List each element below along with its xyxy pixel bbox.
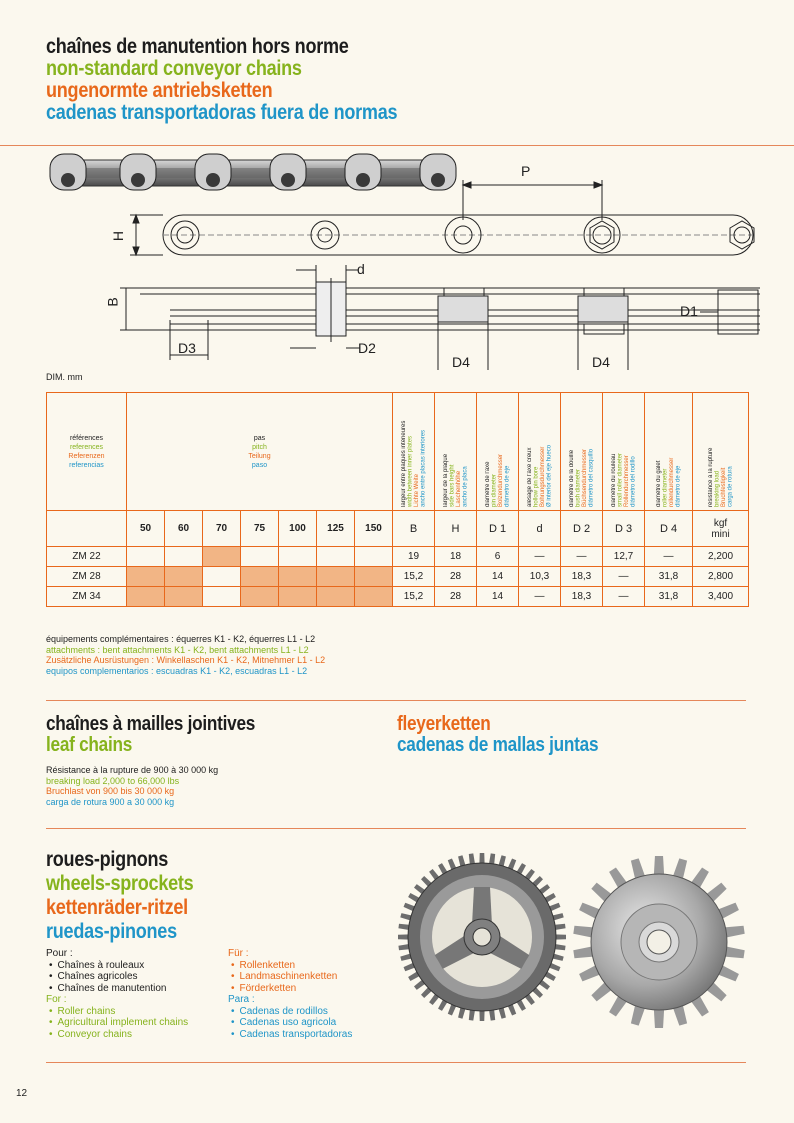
- value-cell: —: [603, 587, 645, 607]
- leaf-load-es: carga de rotura 900 a 30 000 kg: [46, 796, 175, 807]
- pitch-70: 70: [203, 511, 241, 547]
- col-header-h: largeur de la plaque side bars height Laschenhöhe ancho de placa: [435, 393, 477, 511]
- dim-d3: D 3: [603, 511, 645, 547]
- col-header-d: alésage de l'axe creux hollow pin bore Bohrungsdurchmesser Ø interior del eje hueco: [519, 393, 561, 511]
- label-d2: D2: [358, 340, 376, 356]
- dim-d1: D 1: [477, 511, 519, 547]
- pitch-cell: [355, 567, 393, 587]
- list-item: • Chaînes de manutention: [49, 983, 188, 995]
- list-item: • Cadenas de rodillos: [231, 1006, 352, 1018]
- page-number: 12: [16, 1088, 28, 1099]
- leaf-title-es: cadenas de mallas juntas: [397, 734, 599, 756]
- pitch-cell: [127, 567, 165, 587]
- label-d1: D1: [680, 303, 698, 319]
- col-header-b: largeur entre plaques intérieures width between inner plates Lichte Weite ancho entre placas interiores: [393, 393, 435, 511]
- fur-label: Für :: [228, 948, 249, 959]
- sprockets-title-de: kettenräder-ritzel: [46, 896, 188, 919]
- pitch-cell: [355, 547, 393, 567]
- equipment-en: attachments : bent attachments K1 - K2, bent attachments L1 - L2: [46, 644, 309, 655]
- leaf-loads: [46, 765, 218, 807]
- equipment-es: equipos complementarios : escuadras K1 - K2, escuadras L1 - L2: [46, 665, 308, 676]
- label-b: B: [104, 297, 121, 307]
- leaf-load-fr: Résistance à la rupture de 900 à 30 000 kg: [46, 765, 219, 775]
- sprocket-pinion-image: [572, 850, 747, 1035]
- technical-drawing: [0, 160, 794, 370]
- list-item: • Rollenketten: [231, 960, 352, 972]
- leaf-title-de: fleyerketten: [397, 713, 491, 735]
- dim-d: d: [519, 511, 561, 547]
- value-cell: 15,2: [393, 567, 435, 587]
- pitch-75: 75: [241, 511, 279, 547]
- divider: [0, 145, 794, 146]
- value-cell: 6: [477, 547, 519, 567]
- value-cell: 31,8: [645, 567, 693, 587]
- col-header-load: résistance à la rupture breaking load Bruchfestigkeit carga de rotura: [693, 393, 749, 511]
- value-cell: 19: [393, 547, 435, 567]
- dim-d4: D 4: [645, 511, 693, 547]
- pitch-cell: [241, 547, 279, 567]
- pitch-cell: [279, 547, 317, 567]
- table-row: [47, 567, 749, 587]
- value-cell: 31,8: [645, 587, 693, 607]
- pitch-cell: [279, 567, 317, 587]
- pitch-header: pas pitch Teilung paso: [127, 393, 393, 511]
- divider: [46, 1062, 746, 1063]
- value-cell: 15,2: [393, 587, 435, 607]
- leaf-section: [46, 714, 289, 756]
- divider: [46, 700, 746, 701]
- dim-note: DIM. mm: [46, 372, 83, 382]
- sprocket-wheel-image: [395, 845, 570, 1030]
- col-header-d2: diamètre de la douille bush diameter Büchsendurchmesser diámetro del casquillo: [561, 393, 603, 511]
- sprockets-titles: [46, 848, 217, 944]
- value-cell: 18,3: [561, 587, 603, 607]
- title-de: ungenormte antriebsketten: [46, 79, 273, 102]
- sprockets-uses-left: [46, 948, 188, 1040]
- title-en: non-standard conveyor chains: [46, 57, 302, 80]
- value-cell: 28: [435, 587, 477, 607]
- value-cell: 28: [435, 567, 477, 587]
- pitch-50: 50: [127, 511, 165, 547]
- label-d: d: [357, 261, 365, 277]
- value-cell: 14: [477, 587, 519, 607]
- label-h: H: [110, 230, 127, 242]
- for-label: For :: [46, 994, 67, 1005]
- value-cell: 10,3: [519, 567, 561, 587]
- row-ref: ZM 28: [47, 567, 127, 587]
- table-row: [47, 547, 749, 567]
- spec-table: [46, 392, 749, 607]
- title-es: cadenas transportadoras fuera de normas: [46, 101, 398, 124]
- para-list: [228, 1006, 352, 1041]
- dim-h: H: [435, 511, 477, 547]
- equipment-notes: [46, 634, 325, 676]
- references-header: références references Referenzen referencias: [47, 393, 127, 511]
- pour-label: Pour :: [46, 948, 73, 959]
- value-cell: —: [645, 547, 693, 567]
- leaf-title-en: leaf chains: [46, 734, 133, 756]
- pitch-cell: [127, 547, 165, 567]
- list-item: • Conveyor chains: [49, 1029, 188, 1041]
- list-item: • Agricultural implement chains: [49, 1017, 188, 1029]
- sprockets-title-fr: roues-pignons: [46, 848, 169, 871]
- pitch-cell: [127, 587, 165, 607]
- value-cell: 2,200: [693, 547, 749, 567]
- label-d4-a: D4: [452, 354, 470, 370]
- pitch-cell: [317, 547, 355, 567]
- list-item: • Cadenas uso agricola: [231, 1017, 352, 1029]
- row-ref: ZM 34: [47, 587, 127, 607]
- page-header: [46, 36, 454, 124]
- sprockets-title-es: ruedas-pinones: [46, 920, 177, 943]
- col-header-d3: diamètre du rouleau small roller diameter Rollendurchmesser diámetro del rodillo: [603, 393, 645, 511]
- leaf-title-fr: chaînes à mailles jointives: [46, 713, 256, 735]
- label-d4-b: D4: [592, 354, 610, 370]
- pitch-100: 100: [279, 511, 317, 547]
- sprockets-uses-right: [228, 948, 352, 1040]
- pitch-cell: [317, 587, 355, 607]
- fur-list: [228, 960, 352, 995]
- for-list: [46, 1006, 188, 1041]
- dim-d2: D 2: [561, 511, 603, 547]
- value-cell: 2,800: [693, 567, 749, 587]
- row-ref: ZM 22: [47, 547, 127, 567]
- equipment-fr: équipements complémentaires : équerres K1 - K2, équerres L1 - L2: [46, 634, 316, 644]
- value-cell: —: [519, 547, 561, 567]
- value-cell: 3,400: [693, 587, 749, 607]
- pitch-cell: [165, 567, 203, 587]
- col-header-d4: diamètre du galet roller diameter rollendurchmesser diámetro de eje: [645, 393, 693, 511]
- pitch-cell: [241, 567, 279, 587]
- pitch-cell: [317, 567, 355, 587]
- pitch-cell: [241, 587, 279, 607]
- pitch-150: 150: [355, 511, 393, 547]
- dims-row: [47, 511, 749, 547]
- pitch-cell: [279, 587, 317, 607]
- value-cell: 18,3: [561, 567, 603, 587]
- value-cell: —: [561, 547, 603, 567]
- pitch-cell: [355, 587, 393, 607]
- pitch-cell: [203, 587, 241, 607]
- col-header-d1: diamètre de l'axe pin diameter Bolzendurchmesser diámetro de eje: [477, 393, 519, 511]
- list-item: • Landmaschinenketten: [231, 971, 352, 983]
- pitch-cell: [165, 547, 203, 567]
- label-d3: D3: [178, 340, 196, 356]
- pitch-60: 60: [165, 511, 203, 547]
- value-cell: 14: [477, 567, 519, 587]
- pitch-cell: [203, 567, 241, 587]
- leaf-load-de: Bruchlast von 900 bis 30 000 kg: [46, 786, 175, 796]
- table-row: [47, 587, 749, 607]
- list-item: • Förderketten: [231, 983, 352, 995]
- value-cell: —: [603, 567, 645, 587]
- list-item: • Chaînes agricoles: [49, 971, 188, 983]
- value-cell: 12,7: [603, 547, 645, 567]
- leaf-section-right: [397, 714, 631, 756]
- equipment-de: Zusätzliche Ausrüstungen : Winkellaschen K1 - K2, Mitnehmer L1 - L2: [46, 655, 326, 665]
- value-cell: 18: [435, 547, 477, 567]
- value-cell: —: [519, 587, 561, 607]
- leaf-load-en: breaking load 2,000 to 66,000 lbs: [46, 775, 180, 786]
- list-item: • Roller chains: [49, 1006, 188, 1018]
- list-item: • Cadenas transportadoras: [231, 1029, 352, 1041]
- pitch-125: 125: [317, 511, 355, 547]
- sprockets-title-en: wheels-sprockets: [46, 872, 194, 895]
- title-fr: chaînes de manutention hors norme: [46, 35, 349, 58]
- pitch-cell: [203, 547, 241, 567]
- pitch-cell: [165, 587, 203, 607]
- dim-b: B: [393, 511, 435, 547]
- list-item: • Chaînes à rouleaux: [49, 960, 188, 972]
- dim-load: kgf mini: [693, 511, 749, 547]
- divider: [46, 828, 746, 829]
- pour-list: [46, 960, 188, 995]
- para-label: Para :: [228, 994, 255, 1005]
- label-p: P: [521, 163, 531, 179]
